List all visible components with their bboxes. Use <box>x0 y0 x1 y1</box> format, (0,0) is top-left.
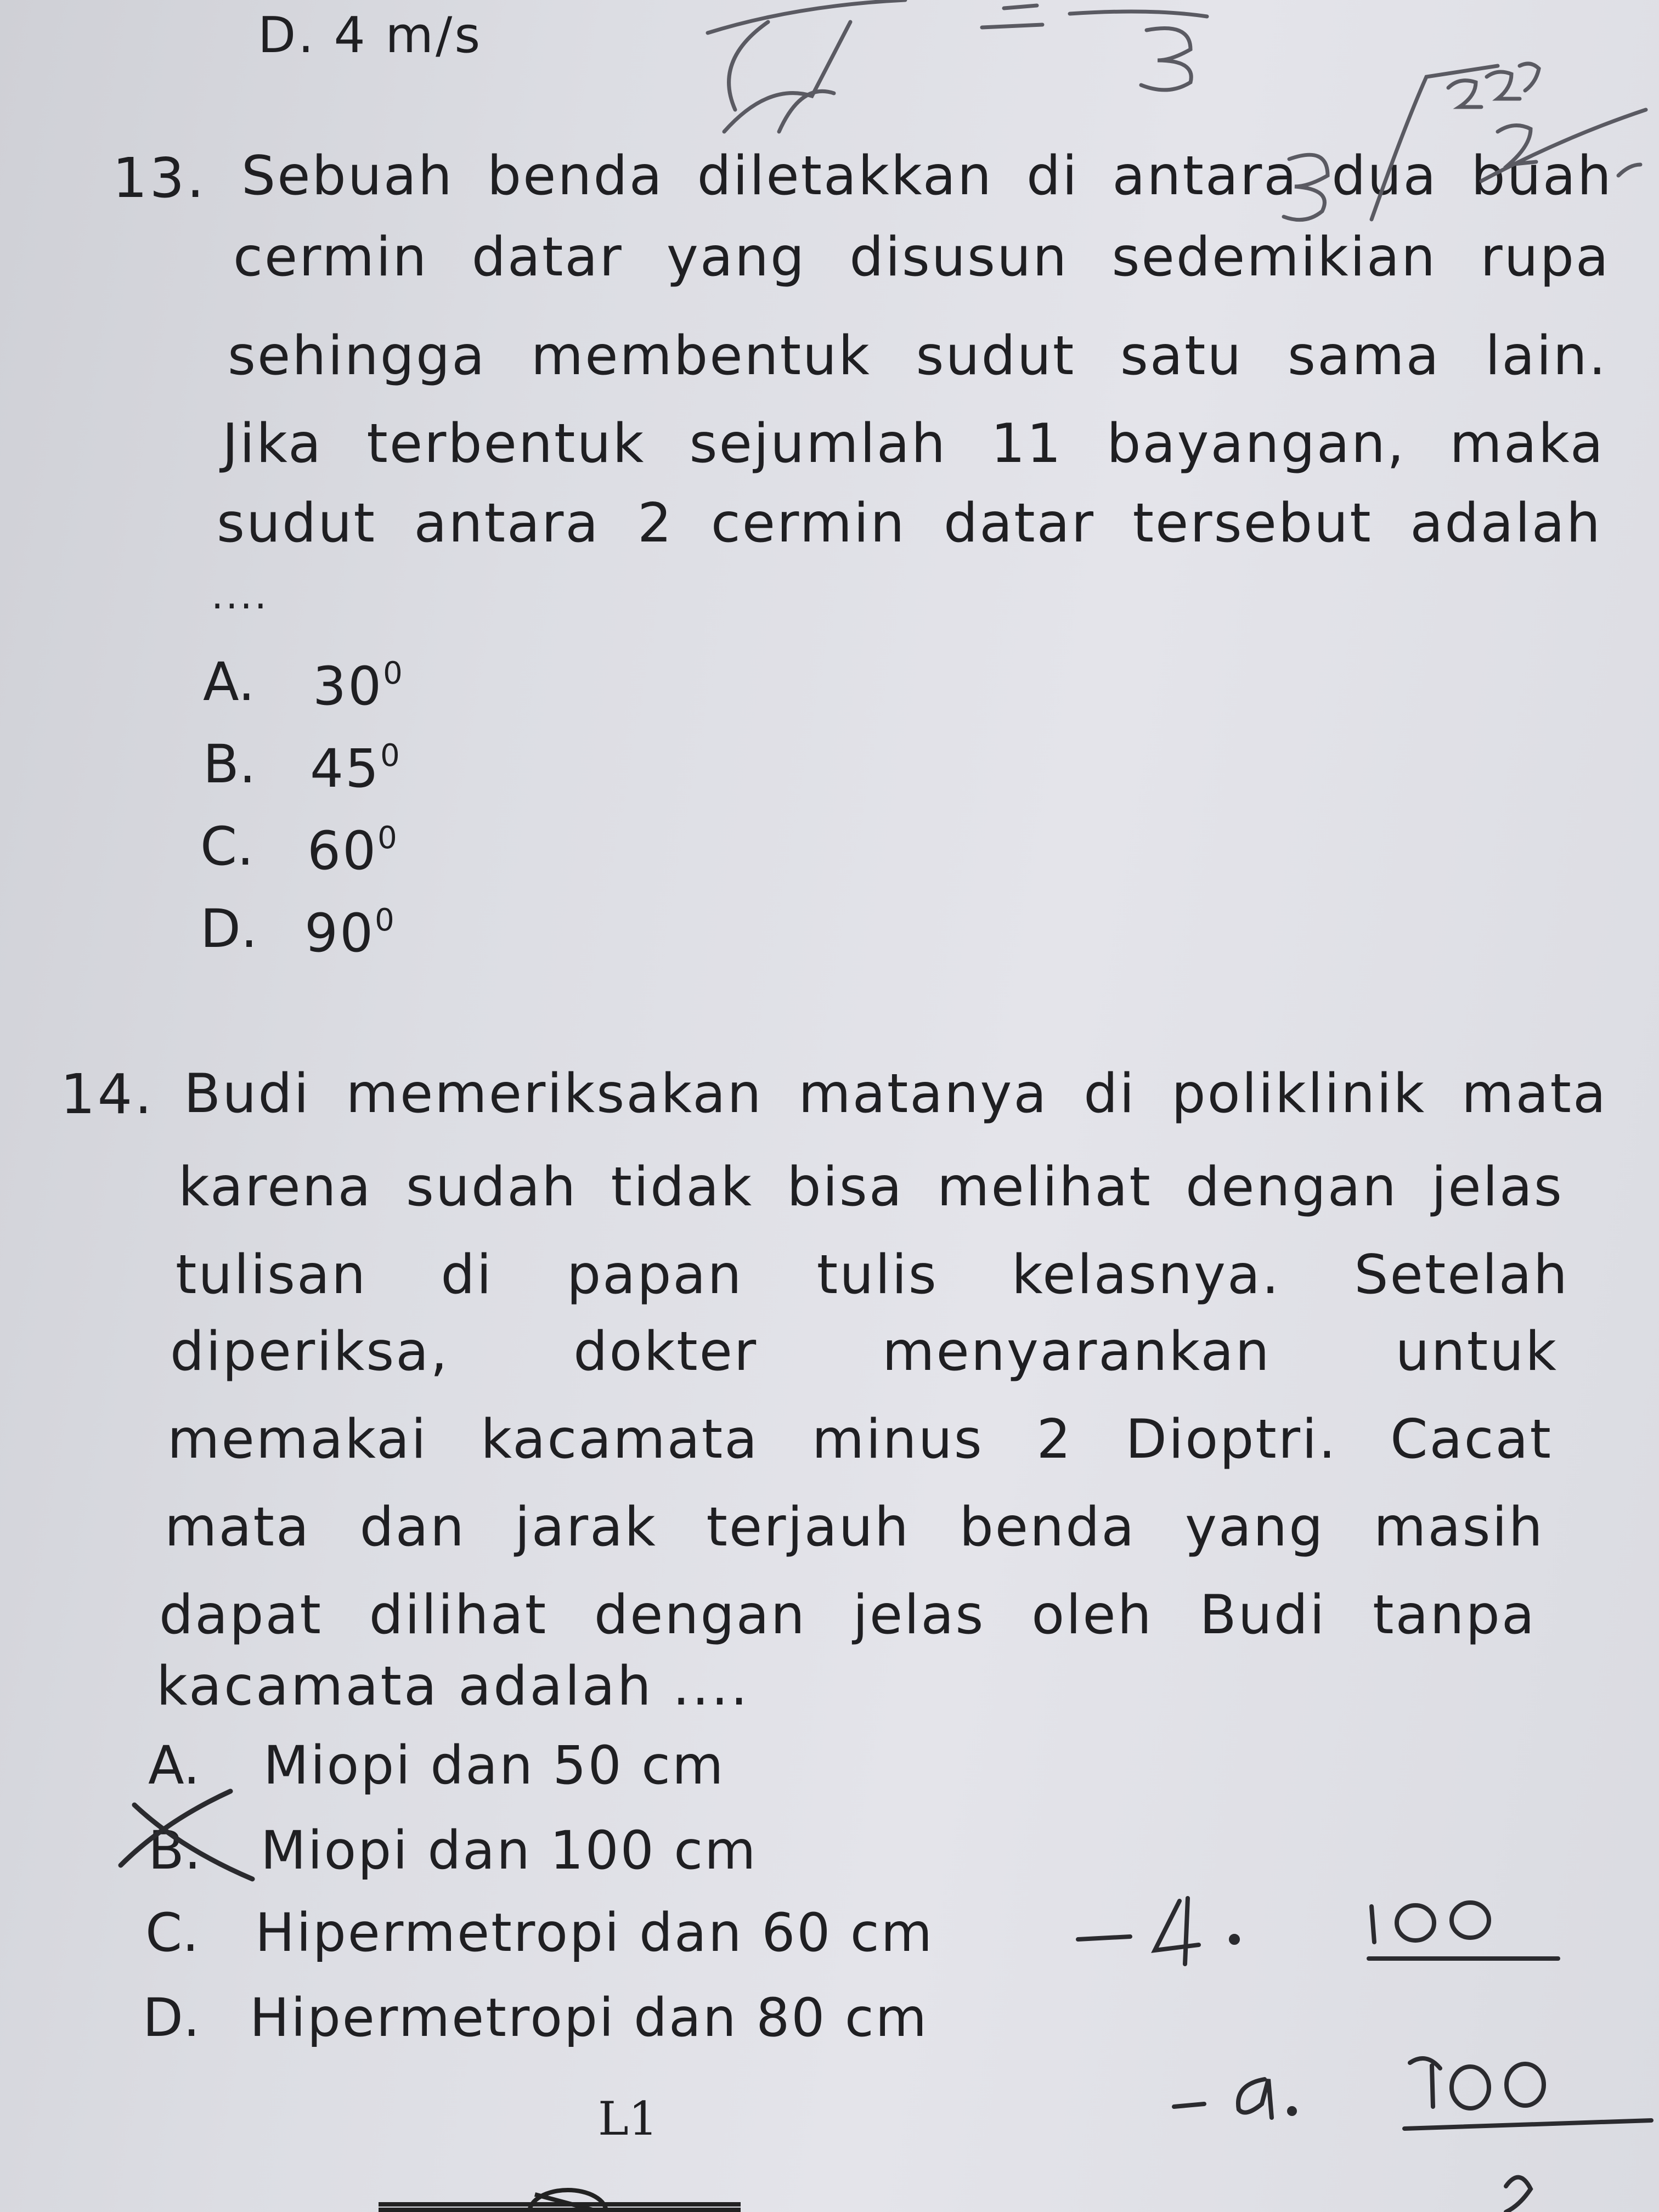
word: di <box>1026 145 1079 207</box>
option-letter: A. <box>148 1735 200 1796</box>
word: sama <box>1288 325 1441 387</box>
word: dan <box>359 1496 466 1559</box>
word: antara <box>1112 145 1299 207</box>
word: 11 <box>991 413 1063 475</box>
word: benda <box>959 1496 1136 1559</box>
word: melihat <box>937 1156 1152 1218</box>
word: Setelah <box>1354 1244 1569 1306</box>
option-text: Hipermetropi dan 80 cm <box>250 1987 929 2049</box>
word: poliklinik <box>1171 1063 1426 1125</box>
word: untuk <box>1395 1321 1558 1383</box>
word: cermin <box>710 492 906 555</box>
word: adalah <box>1410 492 1602 555</box>
word: datar <box>944 492 1096 555</box>
option-letter: D. <box>200 898 258 960</box>
word: di <box>441 1244 493 1306</box>
word: oleh <box>1031 1584 1153 1646</box>
word: terbentuk <box>366 413 646 475</box>
word: 2 <box>637 492 674 555</box>
option-value: $90^0$ <box>304 902 396 964</box>
word: bayangan, <box>1107 413 1406 475</box>
word: dua <box>1331 145 1438 207</box>
word: tanpa <box>1373 1584 1536 1646</box>
word: cermin <box>233 226 428 289</box>
question-line: kacamata adalah .... <box>156 1655 750 1718</box>
previous-option-d: D. 4 m/s <box>258 7 483 64</box>
word: satu <box>1120 325 1243 387</box>
word: datar <box>471 226 623 289</box>
handwritten-calculation <box>1078 1898 1651 2212</box>
word: dilihat <box>369 1584 548 1646</box>
word: benda <box>487 145 664 207</box>
word: kacamata <box>481 1408 759 1471</box>
question-number: 13. <box>112 146 207 210</box>
word: Cacat <box>1390 1408 1553 1471</box>
word: kelasnya. <box>1011 1244 1281 1306</box>
word: tulis <box>816 1244 938 1306</box>
word: disusun <box>849 226 1069 289</box>
word: sehingga <box>228 325 487 387</box>
word: rupa <box>1480 226 1610 289</box>
option-text: Hipermetropi dan 60 cm <box>255 1902 934 1963</box>
question-number: 14. <box>60 1062 155 1126</box>
word: bisa <box>787 1156 904 1218</box>
option-letter: C. <box>200 816 254 877</box>
word: maka <box>1449 413 1605 475</box>
word: diletakkan <box>697 145 994 207</box>
word: antara <box>414 492 600 555</box>
word: menyarankan <box>882 1321 1271 1383</box>
option-text: Miopi dan 100 cm <box>261 1820 758 1881</box>
word: sejumlah <box>689 413 947 475</box>
word: memakai <box>167 1408 428 1471</box>
word: diperiksa, <box>170 1321 449 1383</box>
word: dapat <box>159 1584 323 1646</box>
word: yang <box>1185 1496 1325 1559</box>
word: buah <box>1471 145 1613 207</box>
option-letter: A. <box>203 651 255 713</box>
word: karena <box>178 1156 373 1218</box>
word: dengan <box>594 1584 806 1646</box>
word: jelas <box>853 1584 985 1646</box>
word: tersebut <box>1132 492 1373 555</box>
option-letter: C. <box>145 1902 199 1963</box>
word: sudut <box>217 492 376 555</box>
word: sedemikian <box>1111 226 1437 289</box>
word: mata <box>1462 1063 1607 1125</box>
word: tulisan <box>176 1244 368 1306</box>
word: terjauh <box>706 1496 911 1559</box>
word: yang <box>666 226 806 289</box>
word: jarak <box>515 1496 657 1559</box>
word: 2 <box>1036 1408 1073 1471</box>
option-letter: D. <box>143 1987 200 2049</box>
word: Dioptri. <box>1125 1408 1338 1471</box>
option-letter: B. <box>203 733 256 795</box>
word: matanya <box>798 1063 1048 1125</box>
word: mata <box>165 1496 311 1559</box>
diagram-fragment <box>379 2190 741 2212</box>
word: dokter <box>573 1321 758 1383</box>
word: sudut <box>916 325 1076 387</box>
word: Budi <box>1199 1584 1327 1646</box>
option-value: $60^0$ <box>307 820 399 882</box>
option-value: $45^0$ <box>310 738 402 799</box>
question-line: .... <box>211 573 269 618</box>
word: membentuk <box>531 325 871 387</box>
word: masih <box>1374 1496 1544 1559</box>
word: minus <box>811 1408 984 1471</box>
cross-mark <box>121 1791 252 1879</box>
diagram-label-l1: L1 <box>598 2092 658 2146</box>
word: tidak <box>611 1156 754 1218</box>
handwritten-top-marks <box>708 0 1646 220</box>
word: dengan <box>1185 1156 1398 1218</box>
option-letter: B. <box>148 1820 201 1881</box>
word: sudah <box>405 1156 578 1218</box>
word: papan <box>566 1244 743 1306</box>
word: lain. <box>1485 325 1607 387</box>
word: Jika <box>222 413 323 475</box>
word: jelas <box>1431 1156 1564 1218</box>
option-value: $30^0$ <box>313 656 404 717</box>
word: memeriksakan <box>346 1063 763 1125</box>
option-text: Miopi dan 50 cm <box>263 1735 725 1796</box>
word: di <box>1084 1063 1136 1125</box>
word: Budi <box>184 1063 311 1125</box>
word: Sebuah <box>241 145 454 207</box>
